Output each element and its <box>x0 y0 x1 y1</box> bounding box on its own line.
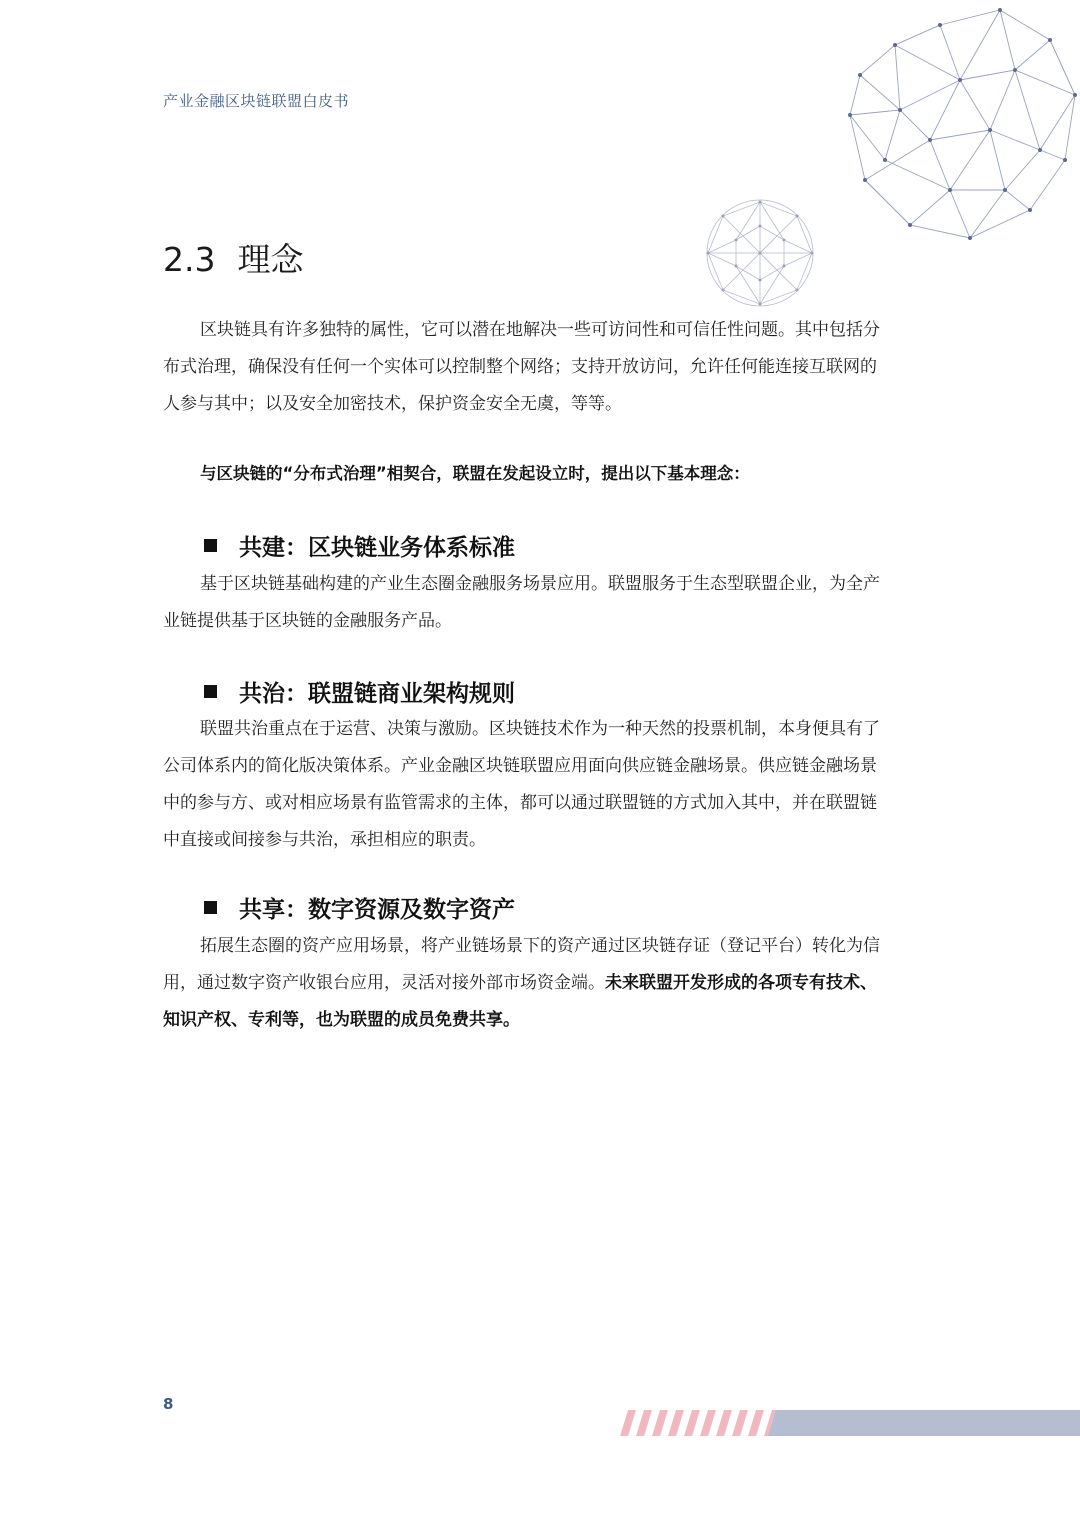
concept-heading-2 <box>204 675 515 708</box>
network-sphere-small-icon <box>702 196 818 310</box>
intro-paragraph <box>163 312 917 423</box>
concept-heading-1-text: 共建：区块链业务体系标准 <box>239 535 515 561</box>
section-number: 2.3 <box>163 240 216 279</box>
black-square-icon <box>204 539 217 552</box>
concept-2-line-4: 中直接或间接参与共治，承担相应的职责。 <box>163 830 486 850</box>
concept-1-line-1: 基于区块链基础构建的产业生态圈金融服务场景应用。联盟服务于生态型联盟企业，为全产 <box>200 574 880 594</box>
concept-3-line-3: 知识产权、专利等，也为联盟的成员免费共享。 <box>163 1010 520 1030</box>
intro-line-2: 布式治理，确保没有任何一个实体可以控制整个网络；支持开放访问，允许任何能连接互联网的 <box>163 357 877 377</box>
document-header-title: 产业金融区块链联盟白皮书 <box>163 92 350 110</box>
concept-3-emphasis: 未来联盟开发形成的各项专有技术、 <box>605 973 877 993</box>
concept-1-line-2: 业链提供基于区块链的金融服务产品。 <box>163 611 452 631</box>
network-sphere-large-icon <box>840 0 1080 250</box>
concept-body-3 <box>163 928 917 1039</box>
concept-3-line-2: 用，通过数字资产收银台应用，灵活对接外部市场资金端。未来联盟开发形成的各项专有技术、 <box>163 973 877 993</box>
lead-sentence: 与区块链的“分布式治理”相契合，联盟在发起设立时，提出以下基本理念： <box>200 464 750 483</box>
concept-heading-3 <box>204 891 515 924</box>
black-square-icon <box>204 901 217 914</box>
concept-body-2 <box>163 711 917 859</box>
footer-stripe-band <box>620 1410 1080 1436</box>
section-heading <box>163 234 303 281</box>
intro-line-3: 人参与其中；以及安全加密技术，保护资金安全无虞，等等。 <box>163 394 622 414</box>
section-title: 理念 <box>237 240 304 279</box>
concept-body-1 <box>163 566 917 640</box>
concept-3-line-1: 拓展生态圈的资产应用场景，将产业链场景下的资产通过区块链存证（登记平台）转化为信 <box>200 936 880 956</box>
concept-heading-3-text: 共享：数字资源及数字资产 <box>239 897 515 923</box>
concept-2-line-1: 联盟共治重点在于运营、决策与激励。区块链技术作为一种天然的投票机制，本身便具有了 <box>200 719 880 739</box>
page-number: 8 <box>163 1395 174 1413</box>
concept-2-line-2: 公司体系内的简化版决策体系。产业金融区块链联盟应用面向供应链金融场景。供应链金融场景 <box>163 756 877 776</box>
black-square-icon <box>204 685 217 698</box>
concept-heading-1 <box>204 529 515 562</box>
concept-heading-2-text: 共治：联盟链商业架构规则 <box>239 681 515 707</box>
concept-2-line-3: 中的参与方、或对相应场景有监管需求的主体，都可以通过联盟链的方式加入其中，并在联盟链 <box>163 793 877 813</box>
intro-line-1: 区块链具有许多独特的属性，它可以潜在地解决一些可访问性和可信任性问题。其中包括分 <box>200 320 880 340</box>
